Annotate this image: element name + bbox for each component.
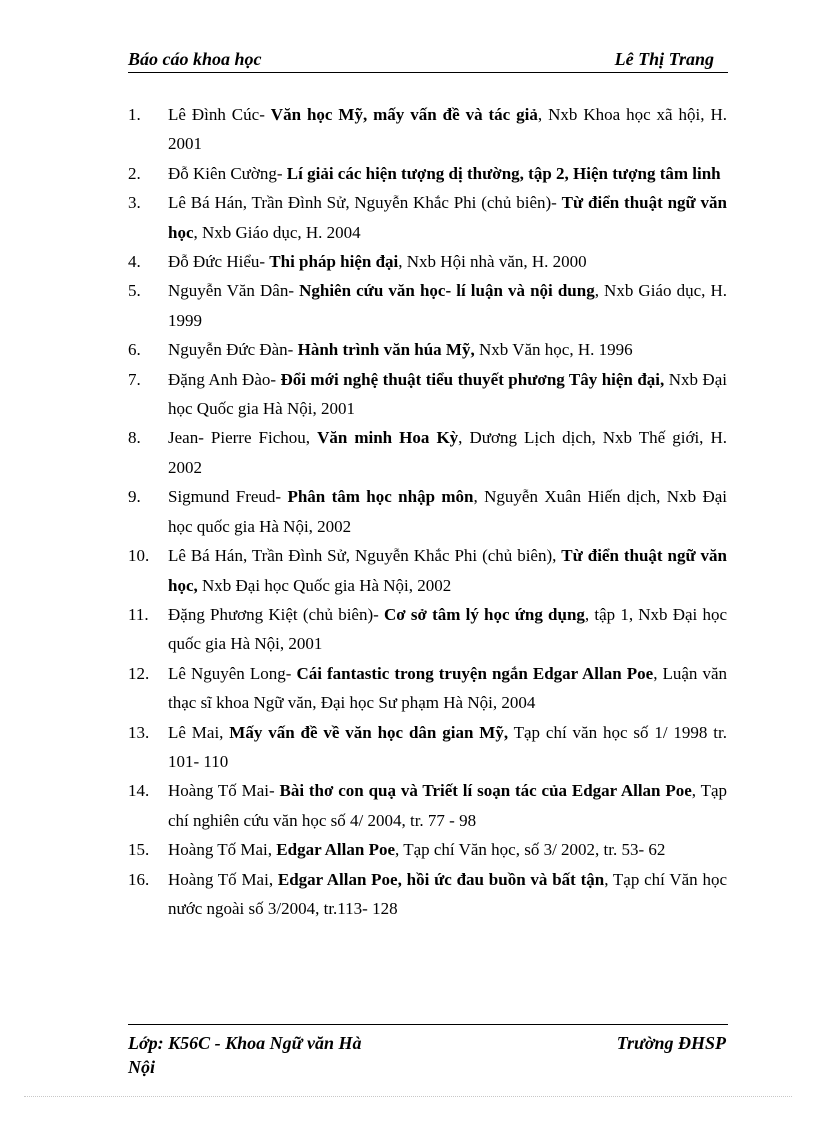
reference-author: Lê Mai, (168, 722, 230, 742)
reference-item (128, 159, 727, 188)
page-break-divider (24, 1096, 792, 1097)
reference-title: Edgar Allan Poe, hồi ức đau buồn và bất tận (277, 869, 605, 889)
reference-item (128, 482, 727, 541)
header-author: Lê Thị Trang (614, 49, 714, 69)
reference-list (128, 100, 727, 923)
reference-title: Từ điển thuật ngữ văn học (168, 193, 728, 242)
reference-publisher: , Nxb Giáo dục, H. 2004 (193, 222, 361, 242)
reference-author: Đặng Phương Kiệt (chủ biên)- (168, 604, 384, 624)
reference-number: 5. (128, 281, 141, 301)
reference-publisher: , tập 1, Nxb Đại học quốc gia Hà Nội, 2001 (168, 604, 728, 654)
reference-title: Mấy vấn đề về văn học dân gian Mỹ, (229, 722, 509, 742)
reference-item (128, 423, 727, 482)
reference-author: Hoàng Tố Mai- (168, 781, 280, 801)
reference-author: Lê Bá Hán, Trần Đình Sử, Nguyễn Khắc Phi (chủ biên), (168, 546, 562, 566)
reference-item (128, 365, 727, 424)
reference-publisher: Nxb Đại học Quốc gia Hà Nội, 2001 (168, 369, 727, 419)
reference-number: 3. (128, 193, 141, 213)
reference-item (128, 188, 727, 247)
reference-title: Phân tâm học nhập môn (287, 487, 474, 507)
reference-author: Đặng Anh Đào- (168, 369, 281, 389)
reference-author: Lê Nguyên Long- (168, 663, 297, 683)
reference-number: 15. (128, 840, 150, 860)
reference-item (128, 600, 727, 659)
reference-publisher: , Nxb Khoa học xã hội, H. 2001 (168, 105, 727, 154)
reference-item (128, 276, 727, 335)
reference-publisher: Nxb Văn học, H. 1996 (474, 340, 633, 360)
reference-number: 11. (128, 604, 149, 624)
reference-publisher: , Tạp chí Văn học nước ngoài số 3/2004, tr.113- 128 (168, 869, 727, 918)
reference-author: Đỗ Kiên Cường- (168, 163, 287, 183)
reference-number: 4. (128, 252, 141, 272)
reference-publisher: , Nxb Giáo dục, H. 1999 (168, 281, 727, 330)
reference-number: 10. (128, 546, 150, 566)
footer-class: Lớp: K56C - Khoa Ngữ văn Hà Nội (128, 1033, 362, 1077)
reference-author: Hoàng Tố Mai, (168, 869, 278, 889)
reference-item (128, 541, 727, 600)
page-header (128, 49, 728, 73)
reference-author: Lê Đình Cúc- (168, 105, 271, 124)
reference-number: 8. (128, 428, 141, 448)
reference-title: Thi pháp hiện đại (269, 252, 399, 272)
reference-publisher: , Dương Lịch dịch, Nxb Thế giới, H. 2002 (168, 428, 727, 477)
reference-item (128, 247, 727, 276)
reference-number: 14. (128, 781, 150, 801)
reference-author: Nguyễn Văn Dân- (168, 281, 300, 301)
reference-publisher: , Nguyễn Xuân Hiến dịch, Nxb Đại học quốc gia Hà Nội, 2002 (168, 487, 727, 536)
reference-item (128, 718, 727, 777)
reference-title: Từ điển thuật ngữ văn học, (168, 546, 728, 595)
reference-publisher: , Tạp chí nghiên cứu văn học số 4/ 2004, tr. 77 - 98 (168, 781, 727, 830)
reference-title: Văn minh Hoa Kỳ (317, 428, 459, 448)
reference-title: Edgar Allan Poe (276, 840, 395, 860)
reference-item (128, 335, 727, 364)
header-title: Báo cáo khoa học (128, 49, 262, 69)
reference-item (128, 776, 727, 835)
reference-item (128, 659, 727, 718)
reference-number: 1. (128, 105, 141, 124)
reference-item (128, 835, 727, 864)
reference-number: 9. (128, 487, 141, 507)
reference-publisher: Nxb Đại học Quốc gia Hà Nội, 2002 (197, 575, 452, 595)
reference-title: Cơ sở tâm lý học ứng dụng (384, 604, 585, 624)
reference-item (128, 100, 727, 159)
reference-author: Jean- Pierre Fichou, (168, 428, 318, 448)
footer-school: Trường ĐHSP (616, 1033, 726, 1053)
reference-title: Lí giải các hiện tượng dị thường, tập 2, Hiện tượng tâm linh (286, 163, 721, 183)
reference-author: Nguyễn Đức Đàn- (168, 340, 298, 360)
reference-title: Đổi mới nghệ thuật tiểu thuyết phương Tây hiện đại, (280, 369, 665, 389)
reference-number: 16. (128, 869, 150, 889)
reference-title: Hành trình văn húa Mỹ, (297, 340, 475, 360)
reference-publisher: , Nxb Hội nhà văn, H. 2000 (398, 252, 587, 272)
page-footer (128, 1024, 728, 1077)
reference-publisher: , Luận văn thạc sĩ khoa Ngữ văn, Đại học Sư phạm Hà Nội, 2004 (168, 663, 727, 713)
reference-author: Lê Bá Hán, Trần Đình Sử, Nguyễn Khắc Phi (chủ biên)- (168, 193, 562, 213)
reference-author: Hoàng Tố Mai, (168, 840, 277, 860)
reference-number: 6. (128, 340, 141, 360)
reference-author: Sigmund Freud- (168, 487, 288, 507)
reference-publisher: , Tạp chí Văn học, số 3/ 2002, tr. 53- 62 (395, 840, 666, 860)
reference-number: 13. (128, 722, 150, 742)
reference-title: Nghiên cứu văn học- lí luận và nội dung (299, 281, 595, 301)
reference-number: 7. (128, 369, 141, 389)
reference-author: Đỗ Đức Hiểu- (168, 252, 270, 272)
reference-number: 2. (128, 163, 141, 183)
reference-title: Bài thơ con quạ và Triết lí soạn tác của Edgar Allan Poe (279, 781, 692, 801)
reference-title: Cái fantastic trong truyện ngắn Edgar Allan Poe (296, 663, 654, 683)
reference-title: Văn học Mỹ, mấy vấn đề và tác giả (270, 105, 538, 124)
reference-publisher: Tạp chí văn học số 1/ 1998 tr. 101- 110 (168, 722, 727, 771)
reference-number: 12. (128, 663, 150, 683)
reference-item (128, 865, 727, 924)
